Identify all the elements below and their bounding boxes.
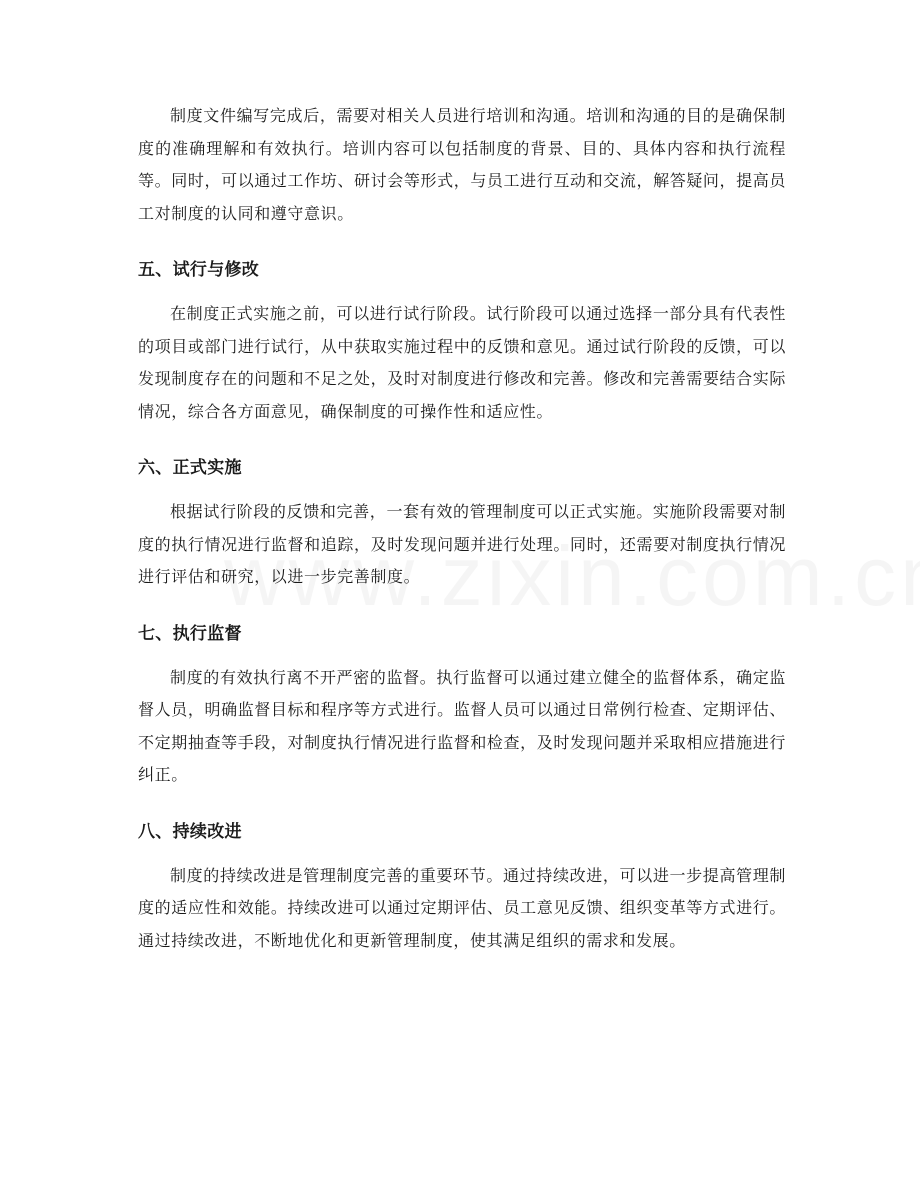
section-heading-trial: 五、试行与修改 bbox=[138, 260, 260, 280]
paragraph-improvement: 制度的持续改进是管理制度完善的重要环节。通过持续改进，可以进一步提高管理制度的适应性和效能。持续改进可以通过定期评估、员工意见反馈、组织变革等方式进行。通过持续改进，不断地优化和更新管理制度，使其满足组织的需求和发展。 bbox=[138, 865, 786, 950]
section-heading-implementation: 六、正式实施 bbox=[138, 458, 242, 478]
paragraph-training: 制度文件编写完成后，需要对相关人员进行培训和沟通。培训和沟通的目的是确保制度的准确理解和有效执行。培训内容可以包括制度的背景、目的、具体内容和执行流程等。同时，可以通过工作坊、研讨会等形式，与员工进行互动和交流，解答疑问，提高员工对制度的认同和遵守意识。 bbox=[138, 106, 786, 223]
paragraph-trial: 在制度正式实施之前，可以进行试行阶段。试行阶段可以通过选择一部分具有代表性的项目或部门进行试行，从中获取实施过程中的反馈和意见。通过试行阶段的反馈，可以发现制度存在的问题和不足之处，及时对制度进行修改和完善。修改和完善需要结合实际情况，综合各方面意见，确保制度的可操作性和适应性。 bbox=[138, 304, 786, 421]
paragraph-supervision: 制度的有效执行离不开严密的监督。执行监督可以通过建立健全的监督体系，确定监督人员，明确监督目标和程序等方式进行。监督人员可以通过日常例行检查、定期评估、不定期抽查等手段，对制度执行情况进行监督和检查，及时发现问题并采取相应措施进行纠正。 bbox=[138, 667, 786, 784]
document-body bbox=[138, 100, 786, 957]
section-heading-improvement: 八、持续改进 bbox=[138, 821, 242, 842]
paragraph-implementation: 根据试行阶段的反馈和完善，一套有效的管理制度可以正式实施。实施阶段需要对制度的执行情况进行监督和追踪，及时发现问题并进行处理。同时，还需要对制度执行情况进行评估和研究，以进一步完善制度。 bbox=[138, 502, 786, 586]
section-heading-supervision: 七、执行监督 bbox=[138, 623, 242, 644]
